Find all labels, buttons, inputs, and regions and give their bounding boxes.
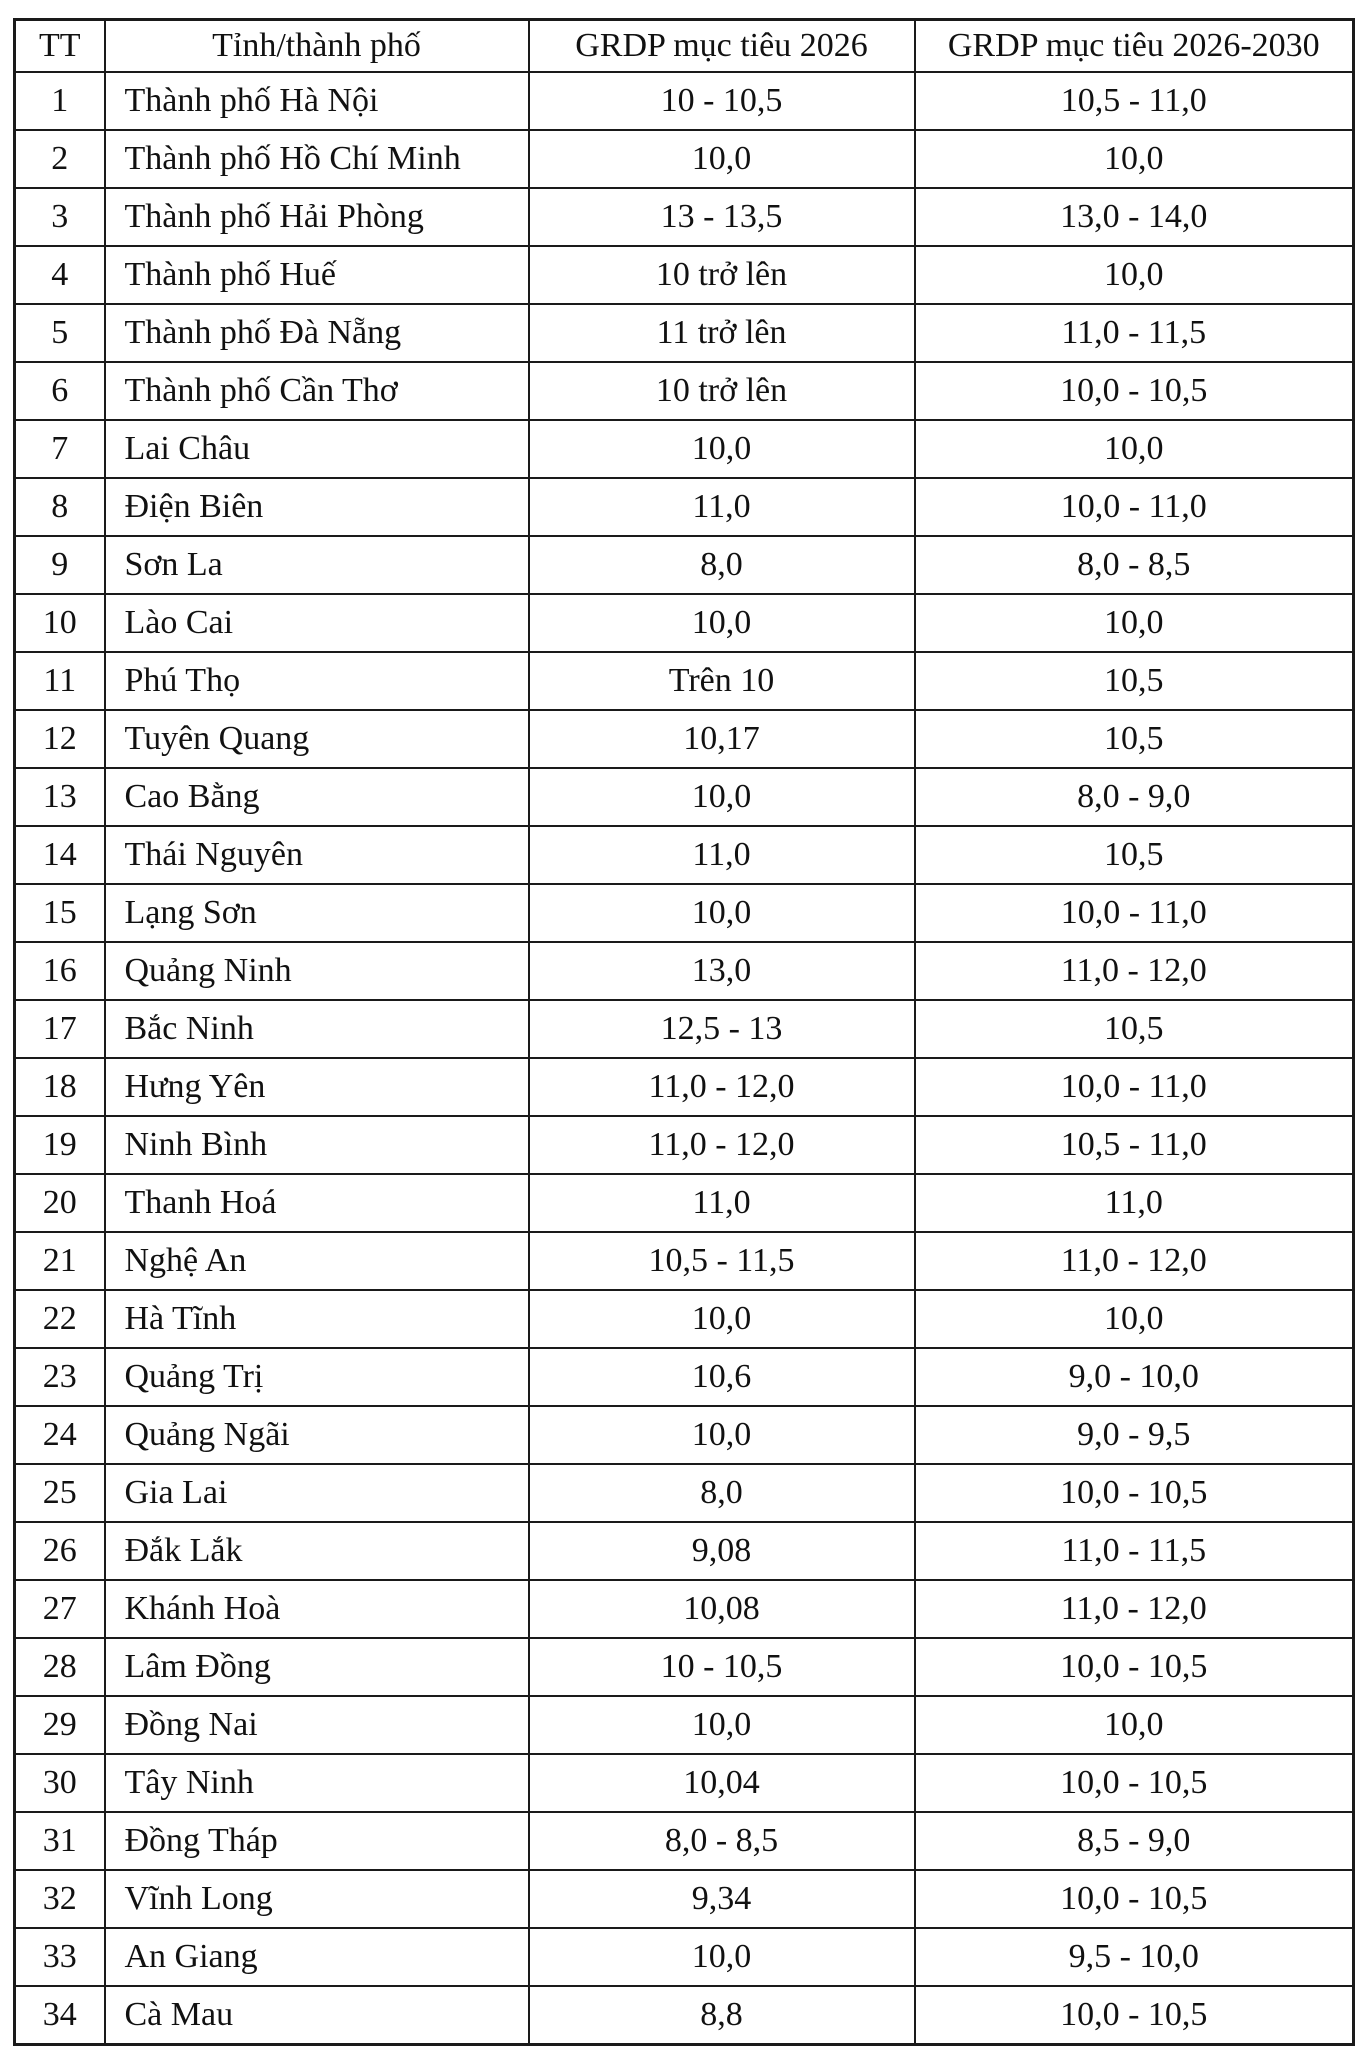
grdp-2026-2030-cell: 10,0 - 10,5 bbox=[915, 1870, 1354, 1928]
grdp-2026-cell: 11,0 bbox=[529, 478, 915, 536]
grdp-2026-2030-cell: 8,5 - 9,0 bbox=[915, 1812, 1354, 1870]
province-name-cell: Thành phố Cần Thơ bbox=[105, 362, 529, 420]
province-name-cell: Điện Biên bbox=[105, 478, 529, 536]
table-row bbox=[15, 1928, 1354, 1986]
grdp-2026-2030-cell: 10,5 - 11,0 bbox=[915, 1116, 1354, 1174]
table-row bbox=[15, 1638, 1354, 1696]
table-row bbox=[15, 826, 1354, 884]
row-number-cell: 23 bbox=[15, 1348, 105, 1406]
grdp-2026-2030-cell: 10,0 - 11,0 bbox=[915, 884, 1354, 942]
grdp-2026-cell: 10,0 bbox=[529, 420, 915, 478]
row-number-cell: 32 bbox=[15, 1870, 105, 1928]
grdp-2026-2030-cell: 10,5 bbox=[915, 710, 1354, 768]
province-name-cell: Đồng Tháp bbox=[105, 1812, 529, 1870]
province-name-cell: Ninh Bình bbox=[105, 1116, 529, 1174]
grdp-2026-2030-cell: 10,0 - 11,0 bbox=[915, 478, 1354, 536]
province-name-cell: Thành phố Đà Nẵng bbox=[105, 304, 529, 362]
grdp-2026-cell: 11 trở lên bbox=[529, 304, 915, 362]
grdp-target-table bbox=[13, 18, 1355, 2046]
grdp-2026-cell: 10,08 bbox=[529, 1580, 915, 1638]
province-name-cell: Quảng Ninh bbox=[105, 942, 529, 1000]
province-name-cell: Thanh Hoá bbox=[105, 1174, 529, 1232]
row-number-cell: 28 bbox=[15, 1638, 105, 1696]
grdp-2026-cell: 10,5 - 11,5 bbox=[529, 1232, 915, 1290]
province-name-cell: Quảng Ngãi bbox=[105, 1406, 529, 1464]
grdp-2026-cell: 11,0 bbox=[529, 1174, 915, 1232]
grdp-2026-2030-cell: 10,0 - 10,5 bbox=[915, 1638, 1354, 1696]
row-number-cell: 29 bbox=[15, 1696, 105, 1754]
province-name-cell: Thái Nguyên bbox=[105, 826, 529, 884]
table-row bbox=[15, 1000, 1354, 1058]
grdp-2026-cell: 11,0 - 12,0 bbox=[529, 1058, 915, 1116]
table-row bbox=[15, 1464, 1354, 1522]
grdp-2026-cell: 8,0 bbox=[529, 1464, 915, 1522]
grdp-2026-2030-cell: 8,0 - 9,0 bbox=[915, 768, 1354, 826]
table-row bbox=[15, 652, 1354, 710]
grdp-2026-2030-cell: 10,0 - 11,0 bbox=[915, 1058, 1354, 1116]
province-name-cell: Cao Bằng bbox=[105, 768, 529, 826]
grdp-2026-2030-cell: 10,0 - 10,5 bbox=[915, 362, 1354, 420]
row-number-cell: 30 bbox=[15, 1754, 105, 1812]
grdp-2026-2030-cell: 11,0 bbox=[915, 1174, 1354, 1232]
row-number-cell: 13 bbox=[15, 768, 105, 826]
grdp-2026-2030-cell: 10,0 bbox=[915, 130, 1354, 188]
province-name-cell: Lai Châu bbox=[105, 420, 529, 478]
table-row bbox=[15, 130, 1354, 188]
province-name-cell: Lào Cai bbox=[105, 594, 529, 652]
row-number-cell: 18 bbox=[15, 1058, 105, 1116]
header-grdp-2026: GRDP mục tiêu 2026 bbox=[529, 20, 915, 73]
grdp-2026-2030-cell: 10,0 - 10,5 bbox=[915, 1754, 1354, 1812]
table-row bbox=[15, 1232, 1354, 1290]
grdp-2026-2030-cell: 10,0 bbox=[915, 420, 1354, 478]
grdp-2026-cell: 10,6 bbox=[529, 1348, 915, 1406]
grdp-2026-cell: 10,17 bbox=[529, 710, 915, 768]
row-number-cell: 19 bbox=[15, 1116, 105, 1174]
row-number-cell: 31 bbox=[15, 1812, 105, 1870]
province-name-cell: An Giang bbox=[105, 1928, 529, 1986]
grdp-2026-2030-cell: 9,5 - 10,0 bbox=[915, 1928, 1354, 1986]
grdp-2026-2030-cell: 10,0 bbox=[915, 246, 1354, 304]
row-number-cell: 21 bbox=[15, 1232, 105, 1290]
grdp-2026-2030-cell: 11,0 - 12,0 bbox=[915, 1580, 1354, 1638]
grdp-2026-2030-cell: 10,0 bbox=[915, 1290, 1354, 1348]
grdp-2026-2030-cell: 13,0 - 14,0 bbox=[915, 188, 1354, 246]
grdp-2026-2030-cell: 8,0 - 8,5 bbox=[915, 536, 1354, 594]
table-row bbox=[15, 1812, 1354, 1870]
province-name-cell: Gia Lai bbox=[105, 1464, 529, 1522]
row-number-cell: 22 bbox=[15, 1290, 105, 1348]
row-number-cell: 11 bbox=[15, 652, 105, 710]
province-name-cell: Quảng Trị bbox=[105, 1348, 529, 1406]
grdp-2026-cell: 12,5 - 13 bbox=[529, 1000, 915, 1058]
grdp-2026-cell: 9,08 bbox=[529, 1522, 915, 1580]
row-number-cell: 10 bbox=[15, 594, 105, 652]
table-row bbox=[15, 536, 1354, 594]
grdp-2026-2030-cell: 11,0 - 12,0 bbox=[915, 1232, 1354, 1290]
grdp-2026-2030-cell: 11,0 - 11,5 bbox=[915, 304, 1354, 362]
table-row bbox=[15, 1348, 1354, 1406]
grdp-2026-cell: 13,0 bbox=[529, 942, 915, 1000]
table-header bbox=[15, 20, 1354, 73]
row-number-cell: 14 bbox=[15, 826, 105, 884]
grdp-2026-2030-cell: 10,5 - 11,0 bbox=[915, 72, 1354, 130]
province-name-cell: Thành phố Hải Phòng bbox=[105, 188, 529, 246]
province-name-cell: Lạng Sơn bbox=[105, 884, 529, 942]
table-row bbox=[15, 1754, 1354, 1812]
grdp-2026-cell: 10,0 bbox=[529, 1406, 915, 1464]
row-number-cell: 25 bbox=[15, 1464, 105, 1522]
table-row bbox=[15, 420, 1354, 478]
grdp-2026-cell: 13 - 13,5 bbox=[529, 188, 915, 246]
grdp-2026-cell: 8,8 bbox=[529, 1986, 915, 2045]
grdp-target-table-container bbox=[13, 18, 1352, 2046]
grdp-2026-cell: 10,04 bbox=[529, 1754, 915, 1812]
grdp-2026-2030-cell: 10,5 bbox=[915, 826, 1354, 884]
grdp-2026-cell: 10,0 bbox=[529, 768, 915, 826]
row-number-cell: 12 bbox=[15, 710, 105, 768]
grdp-2026-2030-cell: 11,0 - 11,5 bbox=[915, 1522, 1354, 1580]
grdp-2026-2030-cell: 9,0 - 10,0 bbox=[915, 1348, 1354, 1406]
table-row bbox=[15, 362, 1354, 420]
row-number-cell: 24 bbox=[15, 1406, 105, 1464]
province-name-cell: Phú Thọ bbox=[105, 652, 529, 710]
province-name-cell: Thành phố Hồ Chí Minh bbox=[105, 130, 529, 188]
table-row bbox=[15, 1522, 1354, 1580]
table-row bbox=[15, 1580, 1354, 1638]
province-name-cell: Tây Ninh bbox=[105, 1754, 529, 1812]
table-row bbox=[15, 188, 1354, 246]
row-number-cell: 5 bbox=[15, 304, 105, 362]
grdp-2026-2030-cell: 10,0 - 10,5 bbox=[915, 1464, 1354, 1522]
row-number-cell: 2 bbox=[15, 130, 105, 188]
row-number-cell: 27 bbox=[15, 1580, 105, 1638]
grdp-2026-cell: 10 - 10,5 bbox=[529, 1638, 915, 1696]
province-name-cell: Cà Mau bbox=[105, 1986, 529, 2045]
grdp-2026-cell: 10 - 10,5 bbox=[529, 72, 915, 130]
grdp-2026-cell: 9,34 bbox=[529, 1870, 915, 1928]
table-row bbox=[15, 1058, 1354, 1116]
row-number-cell: 1 bbox=[15, 72, 105, 130]
grdp-2026-2030-cell: 10,5 bbox=[915, 1000, 1354, 1058]
row-number-cell: 8 bbox=[15, 478, 105, 536]
province-name-cell: Thành phố Huế bbox=[105, 246, 529, 304]
grdp-2026-2030-cell: 10,0 bbox=[915, 1696, 1354, 1754]
table-row bbox=[15, 1696, 1354, 1754]
grdp-2026-2030-cell: 9,0 - 9,5 bbox=[915, 1406, 1354, 1464]
row-number-cell: 34 bbox=[15, 1986, 105, 2045]
table-row bbox=[15, 478, 1354, 536]
province-name-cell: Nghệ An bbox=[105, 1232, 529, 1290]
grdp-2026-cell: 10,0 bbox=[529, 1696, 915, 1754]
province-name-cell: Vĩnh Long bbox=[105, 1870, 529, 1928]
table-row bbox=[15, 942, 1354, 1000]
row-number-cell: 3 bbox=[15, 188, 105, 246]
province-name-cell: Lâm Đồng bbox=[105, 1638, 529, 1696]
grdp-2026-cell: 11,0 - 12,0 bbox=[529, 1116, 915, 1174]
table-row bbox=[15, 884, 1354, 942]
province-name-cell: Hưng Yên bbox=[105, 1058, 529, 1116]
grdp-2026-cell: 10,0 bbox=[529, 1928, 915, 1986]
row-number-cell: 15 bbox=[15, 884, 105, 942]
province-name-cell: Hà Tĩnh bbox=[105, 1290, 529, 1348]
grdp-2026-cell: 10,0 bbox=[529, 1290, 915, 1348]
province-name-cell: Tuyên Quang bbox=[105, 710, 529, 768]
table-row bbox=[15, 1406, 1354, 1464]
grdp-2026-2030-cell: 10,5 bbox=[915, 652, 1354, 710]
grdp-2026-cell: 10 trở lên bbox=[529, 362, 915, 420]
table-row bbox=[15, 1116, 1354, 1174]
table-row bbox=[15, 1174, 1354, 1232]
table-row bbox=[15, 246, 1354, 304]
table-body bbox=[15, 72, 1354, 2045]
table-row bbox=[15, 768, 1354, 826]
province-name-cell: Bắc Ninh bbox=[105, 1000, 529, 1058]
table-row bbox=[15, 1986, 1354, 2045]
province-name-cell: Sơn La bbox=[105, 536, 529, 594]
table-row bbox=[15, 304, 1354, 362]
province-name-cell: Đồng Nai bbox=[105, 1696, 529, 1754]
grdp-2026-cell: 8,0 bbox=[529, 536, 915, 594]
row-number-cell: 7 bbox=[15, 420, 105, 478]
grdp-2026-cell: 8,0 - 8,5 bbox=[529, 1812, 915, 1870]
province-name-cell: Đắk Lắk bbox=[105, 1522, 529, 1580]
grdp-2026-cell: 10,0 bbox=[529, 884, 915, 942]
row-number-cell: 26 bbox=[15, 1522, 105, 1580]
row-number-cell: 4 bbox=[15, 246, 105, 304]
grdp-2026-cell: 11,0 bbox=[529, 826, 915, 884]
grdp-2026-cell: Trên 10 bbox=[529, 652, 915, 710]
row-number-cell: 6 bbox=[15, 362, 105, 420]
header-row bbox=[15, 20, 1354, 73]
row-number-cell: 16 bbox=[15, 942, 105, 1000]
grdp-2026-cell: 10 trở lên bbox=[529, 246, 915, 304]
row-number-cell: 9 bbox=[15, 536, 105, 594]
row-number-cell: 33 bbox=[15, 1928, 105, 1986]
grdp-2026-2030-cell: 10,0 - 10,5 bbox=[915, 1986, 1354, 2045]
province-name-cell: Khánh Hoà bbox=[105, 1580, 529, 1638]
table-row bbox=[15, 72, 1354, 130]
grdp-2026-cell: 10,0 bbox=[529, 130, 915, 188]
grdp-2026-cell: 10,0 bbox=[529, 594, 915, 652]
grdp-2026-2030-cell: 11,0 - 12,0 bbox=[915, 942, 1354, 1000]
header-tt: TT bbox=[15, 20, 105, 73]
table-row bbox=[15, 710, 1354, 768]
grdp-2026-2030-cell: 10,0 bbox=[915, 594, 1354, 652]
header-grdp-2026-2030: GRDP mục tiêu 2026-2030 bbox=[915, 20, 1354, 73]
header-province: Tỉnh/thành phố bbox=[105, 20, 529, 73]
table-row bbox=[15, 594, 1354, 652]
row-number-cell: 20 bbox=[15, 1174, 105, 1232]
province-name-cell: Thành phố Hà Nội bbox=[105, 72, 529, 130]
table-row bbox=[15, 1290, 1354, 1348]
row-number-cell: 17 bbox=[15, 1000, 105, 1058]
table-row bbox=[15, 1870, 1354, 1928]
